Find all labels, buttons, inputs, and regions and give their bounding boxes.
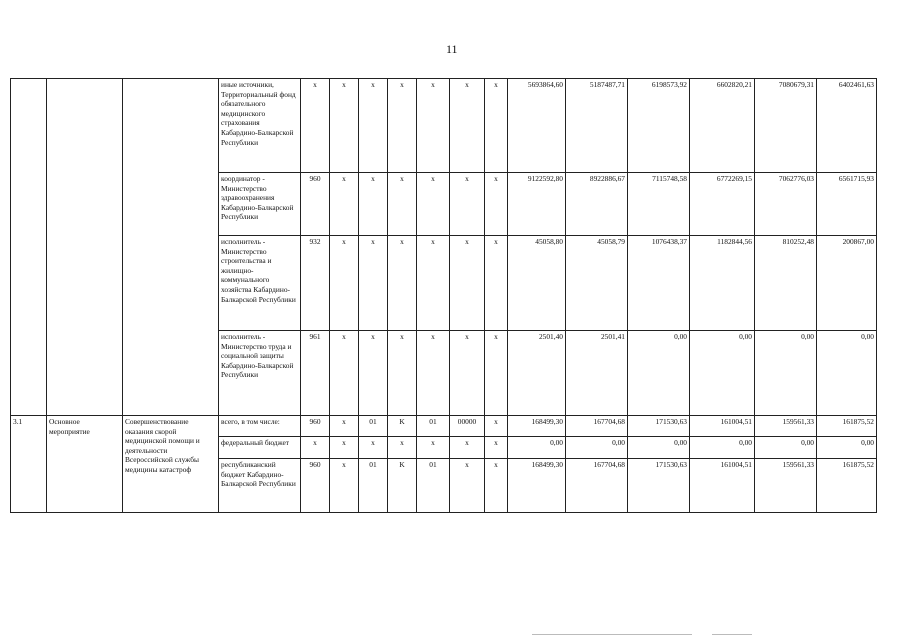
row-number: [11, 79, 47, 416]
funding-source: координатор - Министерство здравоохранения Кабардино-Балкарской Республики: [219, 173, 301, 236]
value-cell: 0,00: [508, 437, 566, 459]
value-cell: 6561715,93: [817, 173, 877, 236]
code-cell: 960: [301, 173, 330, 236]
row-type: [47, 79, 123, 416]
value-cell: 9122592,80: [508, 173, 566, 236]
code-cell: x: [485, 173, 508, 236]
budget-table: [10, 78, 877, 513]
code-cell: K: [388, 416, 417, 437]
code-cell: x: [359, 331, 388, 416]
code-cell: x: [359, 236, 388, 331]
code-cell: 960: [301, 459, 330, 513]
code-cell: x: [330, 236, 359, 331]
code-cell: x: [359, 79, 388, 173]
funding-source: республиканский бюджет Кабардино-Балкарской Республики: [219, 459, 301, 513]
value-cell: 161004,51: [690, 416, 755, 437]
code-cell: 961: [301, 331, 330, 416]
value-cell: 6602820,21: [690, 79, 755, 173]
funding-source: исполнитель - Министерство труда и социальной защиты Кабардино-Балкарской Республики: [219, 331, 301, 416]
value-cell: 2501,41: [566, 331, 628, 416]
row-name: [123, 79, 219, 416]
value-cell: 45058,80: [508, 236, 566, 331]
code-cell: 00000: [450, 416, 485, 437]
value-cell: 161875,52: [817, 416, 877, 437]
value-cell: 200867,00: [817, 236, 877, 331]
code-cell: x: [359, 437, 388, 459]
code-cell: x: [417, 331, 450, 416]
code-cell: x: [359, 173, 388, 236]
code-cell: x: [450, 79, 485, 173]
code-cell: x: [450, 236, 485, 331]
code-cell: 01: [359, 459, 388, 513]
value-cell: 0,00: [690, 437, 755, 459]
code-cell: x: [485, 416, 508, 437]
row-name: Совершенствование оказания скорой медицинской помощи и деятельности Всероссийской службы медицины катастроф: [123, 416, 219, 513]
code-cell: x: [450, 331, 485, 416]
code-cell: x: [330, 173, 359, 236]
code-cell: x: [388, 236, 417, 331]
code-cell: x: [388, 173, 417, 236]
funding-source: всего, в том числе:: [219, 416, 301, 437]
code-cell: x: [330, 331, 359, 416]
value-cell: 171530,63: [628, 459, 690, 513]
code-cell: x: [388, 79, 417, 173]
value-cell: 167704,68: [566, 416, 628, 437]
code-cell: x: [301, 437, 330, 459]
footer-divider: [532, 634, 692, 635]
value-cell: 0,00: [566, 437, 628, 459]
code-cell: x: [330, 437, 359, 459]
value-cell: 1076438,37: [628, 236, 690, 331]
code-cell: x: [485, 79, 508, 173]
row-number: 3.1: [11, 416, 47, 513]
value-cell: 161875,52: [817, 459, 877, 513]
value-cell: 1182844,56: [690, 236, 755, 331]
value-cell: 0,00: [817, 331, 877, 416]
code-cell: x: [417, 79, 450, 173]
code-cell: x: [417, 173, 450, 236]
table-row: [11, 416, 877, 437]
code-cell: 01: [417, 416, 450, 437]
value-cell: 6772269,15: [690, 173, 755, 236]
value-cell: 168499,30: [508, 416, 566, 437]
code-cell: K: [388, 459, 417, 513]
value-cell: 810252,48: [755, 236, 817, 331]
value-cell: 7080679,31: [755, 79, 817, 173]
footer-divider: [712, 634, 752, 635]
value-cell: 167704,68: [566, 459, 628, 513]
code-cell: x: [417, 236, 450, 331]
code-cell: x: [330, 79, 359, 173]
value-cell: 8922886,67: [566, 173, 628, 236]
value-cell: 0,00: [755, 331, 817, 416]
value-cell: 5693864,60: [508, 79, 566, 173]
value-cell: 2501,40: [508, 331, 566, 416]
value-cell: 7115748,58: [628, 173, 690, 236]
value-cell: 5187487,71: [566, 79, 628, 173]
code-cell: 01: [417, 459, 450, 513]
value-cell: 159561,33: [755, 459, 817, 513]
code-cell: x: [450, 437, 485, 459]
code-cell: 01: [359, 416, 388, 437]
code-cell: x: [450, 173, 485, 236]
code-cell: x: [485, 236, 508, 331]
value-cell: 168499,30: [508, 459, 566, 513]
value-cell: 7062776,03: [755, 173, 817, 236]
funding-source: исполнитель - Министерство строительства и жилищно-коммунального хозяйства Кабардино-Балкарской Республики: [219, 236, 301, 331]
value-cell: 161004,51: [690, 459, 755, 513]
code-cell: x: [301, 79, 330, 173]
code-cell: 932: [301, 236, 330, 331]
value-cell: 6402461,63: [817, 79, 877, 173]
value-cell: 6198573,92: [628, 79, 690, 173]
value-cell: 0,00: [690, 331, 755, 416]
value-cell: 0,00: [755, 437, 817, 459]
code-cell: x: [485, 459, 508, 513]
page-number: 11: [446, 42, 458, 56]
value-cell: 171530,63: [628, 416, 690, 437]
code-cell: x: [450, 459, 485, 513]
funding-source: федеральный бюджет: [219, 437, 301, 459]
table-row: [11, 79, 877, 173]
code-cell: 960: [301, 416, 330, 437]
value-cell: 0,00: [817, 437, 877, 459]
value-cell: 0,00: [628, 437, 690, 459]
code-cell: x: [485, 331, 508, 416]
code-cell: x: [417, 437, 450, 459]
code-cell: x: [388, 437, 417, 459]
code-cell: x: [485, 437, 508, 459]
value-cell: 0,00: [628, 331, 690, 416]
row-type: Основное мероприятие: [47, 416, 123, 513]
value-cell: 45058,79: [566, 236, 628, 331]
value-cell: 159561,33: [755, 416, 817, 437]
code-cell: x: [330, 459, 359, 513]
code-cell: x: [388, 331, 417, 416]
code-cell: x: [330, 416, 359, 437]
funding-source: иные источники, Территориальный фонд обязательного медицинского страхования Кабардино-Балкарской Республики: [219, 79, 301, 173]
